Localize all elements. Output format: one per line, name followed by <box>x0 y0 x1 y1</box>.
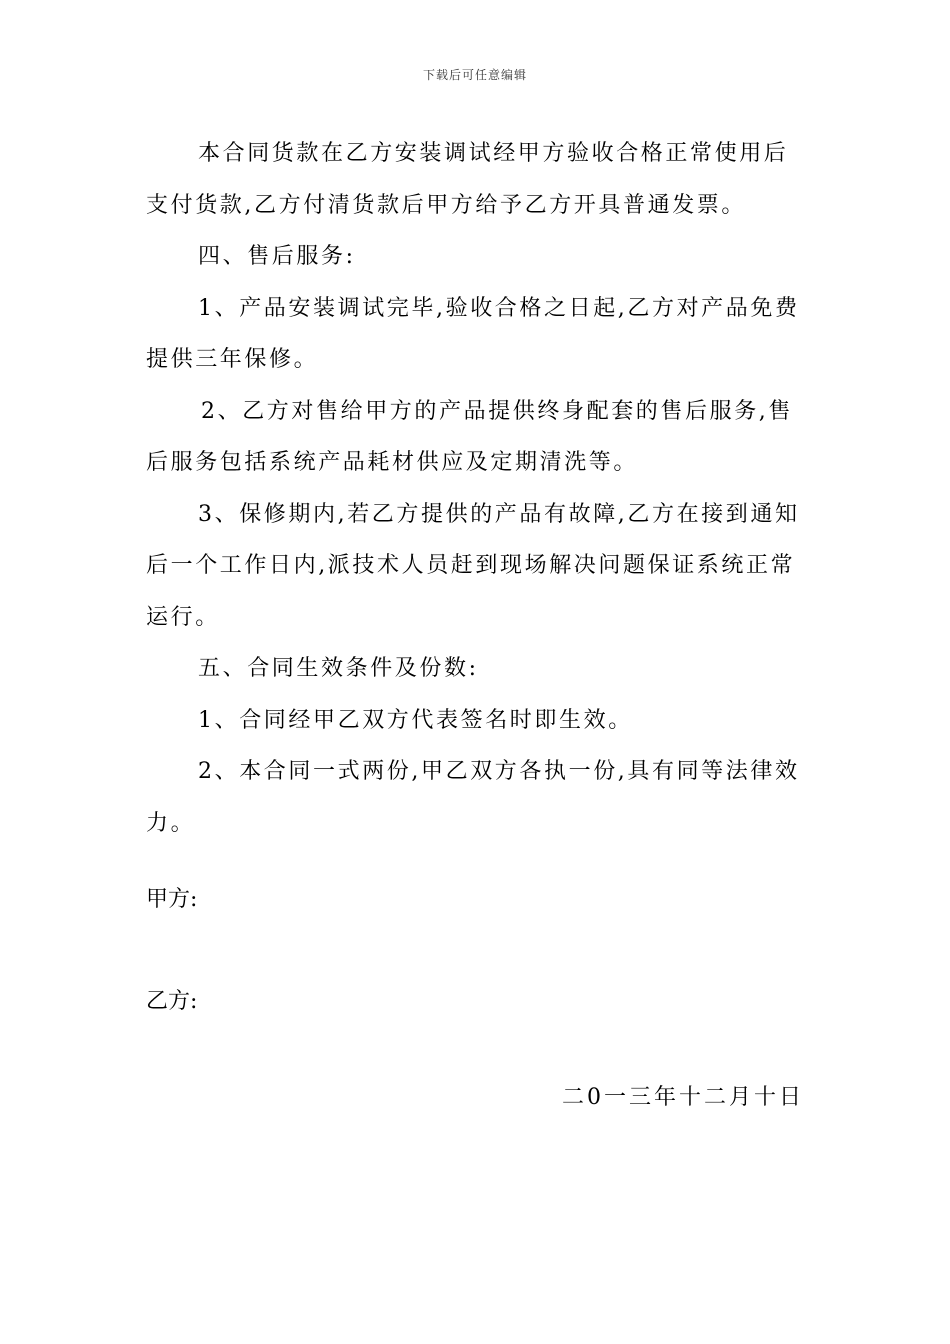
clause-warranty: 1、产品安装调试完毕,验收合格之日起,乙方对产品免费提供三年保修。 <box>146 295 800 372</box>
document-body <box>146 128 806 849</box>
contract-date: 二0一三年十二月十日 <box>562 1085 804 1110</box>
clause-effective-on-signature: 1、合同经甲乙双方代表签名时即生效。 <box>198 707 633 733</box>
section-heading-effectiveness: 五、合同生效条件及份数: <box>198 656 479 681</box>
section-heading-after-sales: 四、售后服务: <box>198 244 356 269</box>
signature-party-b: 乙方: <box>146 989 198 1014</box>
paragraph-payment-terms: 本合同货款在乙方安装调试经甲方验收合格正常使用后支付货款,乙方付清货款后甲方给予乙方开具普通发票。 <box>146 141 789 218</box>
signature-party-a: 甲方: <box>146 887 198 912</box>
clause-fault-response: 3、保修期内,若乙方提供的产品有故障,乙方在接到通知后一个工作日内,派技术人员赶到现场解决问题保证系统正常运行。 <box>146 501 800 630</box>
clause-copies: 2、本合同一式两份,甲乙双方各执一份,具有同等法律效力。 <box>146 759 800 836</box>
header-note: 下载后可任意编辑 <box>422 68 527 82</box>
clause-lifetime-service: 2、乙方对售给甲方的产品提供终身配套的售后服务,售后服务包括系统产品耗材供应及定期清洗等。 <box>146 398 793 475</box>
